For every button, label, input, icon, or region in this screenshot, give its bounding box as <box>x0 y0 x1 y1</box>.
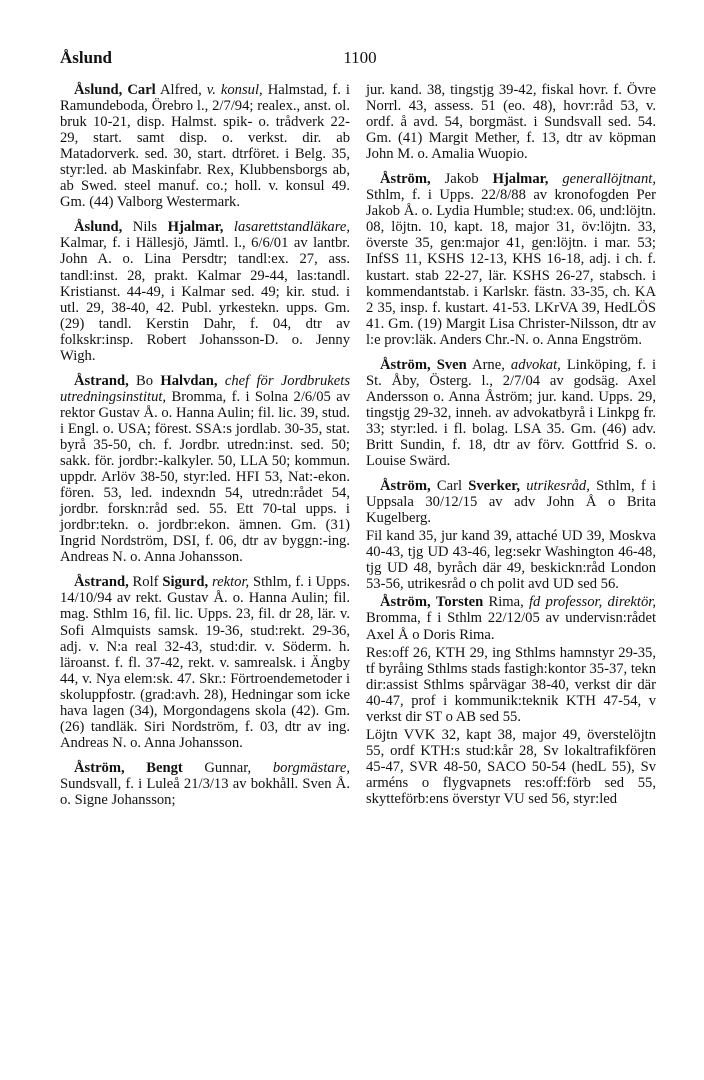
entry-astrom-torsten-military: Löjtn VVK 32, kapt 38, major 49, överstelöjtn 55, ordf KTH:s stud:kår 28, Sv lokaltrafikfören 45-47, SVR 48-50, SACO 50-54 (hedL 55), Sv arméns o flygvapnets res:off:förb sed 55, skytteförb:ens överstyr VU sed 56, styr:led <box>366 726 656 807</box>
entry-astrom-torsten-career: Res:off 26, KTH 29, ing Sthlms hamnstyr 29-35, tf byråing Sthlms stads fastigh:kontor 35-37, tekn dir:assist Sthlms spårvägar 38-40, verkst dir där 40-47, prof i kommunik:teknik KTH 47-54, v verkst dir ST o AB sed 55. <box>366 644 656 725</box>
page-number: 1100 <box>343 48 377 67</box>
right-column <box>366 82 656 809</box>
entry-astrom-sverker-career: Fil kand 35, jur kand 39, attaché UD 39, Moskva 40-43, tjg UD 43-46, leg:sekr Washington 46-48, tjg UD 48, byråch där 49, beskickn:råd London 53-56, utrikesråd o ch polit avd UD sed 56. <box>366 528 656 593</box>
entry-aslund-hjalmar: Åslund, Nils Hjalmar, lasarettstandläkare, Kalmar, f. i Hällesjö, Jämtl. l., 6/6/01 av lantbr. John A. o. Lina Persdtr; tandl:ex. 27, ass. tandl:inst. 28, prakt. Kalmar 29-44, las:tandl. Kristianst. 44-49, i Kalmar sed. 49; kir. stud. i utl. 29, 38-40, 42. Publ. yrkestekn. upps. Gm. (29) tandl. Kerstin Dahr, f. 04, dtr av folkskr:insp. Robert Johansson-D. o. Jenny Wigh. <box>60 219 350 364</box>
entry-astrom-bengt-continued: jur. kand. 38, tingstjg 39-42, fiskal hovr. f. Övre Norrl. 43, assess. 51 (eo. 48), hovr:råd 53, v. ordf. å avd. 54, borgmäst. i Sundsvall sed. 54. Gm. (41) Margit Mether, f. 13, dtr av köpman John M. o. Amalia Wuopio. <box>366 82 656 163</box>
entry-astrom-bengt: Åström, Bengt Gunnar, borgmästare, Sundsvall, f. i Luleå 21/3/13 av bokhåll. Sven Å. o. Signe Johansson; <box>60 759 350 808</box>
entry-astrom-sverker: Åström, Carl Sverker, utrikesråd, Sthlm, f i Uppsala 30/12/15 av adv John Å o Brita Kugelberg. <box>366 478 656 527</box>
running-header <box>60 48 660 70</box>
entry-astrom-hjalmar: Åström, Jakob Hjalmar, generallöjtnant, Sthlm, f. i Upps. 22/8/88 av kronofogden Per Jakob Å. o. Lydia Humble; stud:ex. 06, und:löjtn. 08, löjtn. 10, kapt. 18, major 31, öv:löjtn. 33, överste 35, gen:major 41, gen:löjtn. i mar. 53; InfSS 11, KSHS 12-13, KHS 16-18, adj. i ch. f. kustart. stab 22-27, lär. KSHS 26-27, stabsch. i kommendantstab. i Karlskr. fästn. 33-35, ch. KA 2 35, insp. f. kustart. 41-53. LKrVA 39, HedLÖS 41. Gm. (19) Margit Lisa Christer-Nilsson, dtr av l:e prov:läk. Anders Chr.-N. o. Anna Engström. <box>366 171 656 348</box>
entry-aslund-carl: Åslund, Carl Alfred, v. konsul, Halmstad, f. i Ramundeboda, Örebro l., 2/7/94; realex., anst. ol. bruk 10-21, disp. Halmst. spik- o. trådverk 22-29, start. samt disp. o. verkst. dir. ab Matadorverk. sed. 30, start. dtrföret. i Belg. 35, styr:led. ab Maskinfabr. Rex, Klubbensborgs ab, ab Swed. steel manuf. co.; holl. v. konsul 49. Gm. (44) Valborg Westermark. <box>60 82 350 211</box>
left-column <box>60 82 350 817</box>
entry-astrand-sigurd: Åstrand, Rolf Sigurd, rektor, Sthlm, f. i Upps. 14/10/94 av rekt. Gustav Å. o. Hanna Aulin; fil. mag. Sthlm 16, fil. lic. Upps. 23, fil. dr 28, lär. v. Sofi Almquists samsk. 19-36, stud:rekt. 29-36, adj. v. N:a real 32-43, stud:dir. v. Söderm. h. läroanst. f. fl. 37-42, rekt. v. samrealsk. i Ängby 44, v. Nya elem:sk. 47. Skr.: Förtroendemetoder i skoluppfostr. (grad:avh. 28), Hedningar som icke hava lagen (34), Morgondagens skola (42). Gm. (26) tandläk. Siri Nordström, f. 03, dtr av ing. Andreas N. o. Anna Johansson. <box>60 574 351 751</box>
entry-astrom-torsten: Åström, Torsten Rima, fd professor, direktör, Bromma, f i Sthlm 22/12/05 av undervisn:rådet Axel Å o Doris Rima. <box>366 594 656 643</box>
entry-astrand-halvdan: Åstrand, Bo Halvdan, chef för Jordbrukets utredningsinstitut, Bromma, f. i Solna 2/6/05 av rektor Gustav Å. o. Hanna Aulin; fil. lic. 39, stud. i Engl. o. USA; förest. SSA:s jordlab. 30-35, stat. byrå 35-50, ch. f. Jordbr. utredn:inst. sed. 50; sakk. för. jordbr:-kalkyler. 50, LLA 50; kommun. uppdr. Arlöv 38-50, styr:led. HFI 53, Nat:-ekon. fören. 53, led. indexndn 54, utredn:rådet 54, jordbr. forskn:råd sed. 55. Ett 70-tal upps. i jordbr:tekn. o. jordbr:ekon. ämnen. Gm. (31) Ingrid Nordström, DSI, f. 06, dtr av byggn:-ing. Andreas N. o. Anna Johansson. <box>60 372 350 566</box>
entry-astrom-sven: Åström, Sven Arne, advokat, Linköping, f. i St. Åby, Österg. l., 2/7/04 av godsäg. Axel Andersson o. Anna Åström; jur. kand. Upps. 29, tingstjg 29-32, inneh. av advokatbyrå i Linkpg fr. 33; styr:led. i fl. bolag. LSA 35. Gm. (46) adv. Britt Sundin, f. 18, dtr av förv. Gottfrid S. o. Louise Swärd. <box>366 356 656 470</box>
running-head-title: Åslund <box>60 48 112 67</box>
